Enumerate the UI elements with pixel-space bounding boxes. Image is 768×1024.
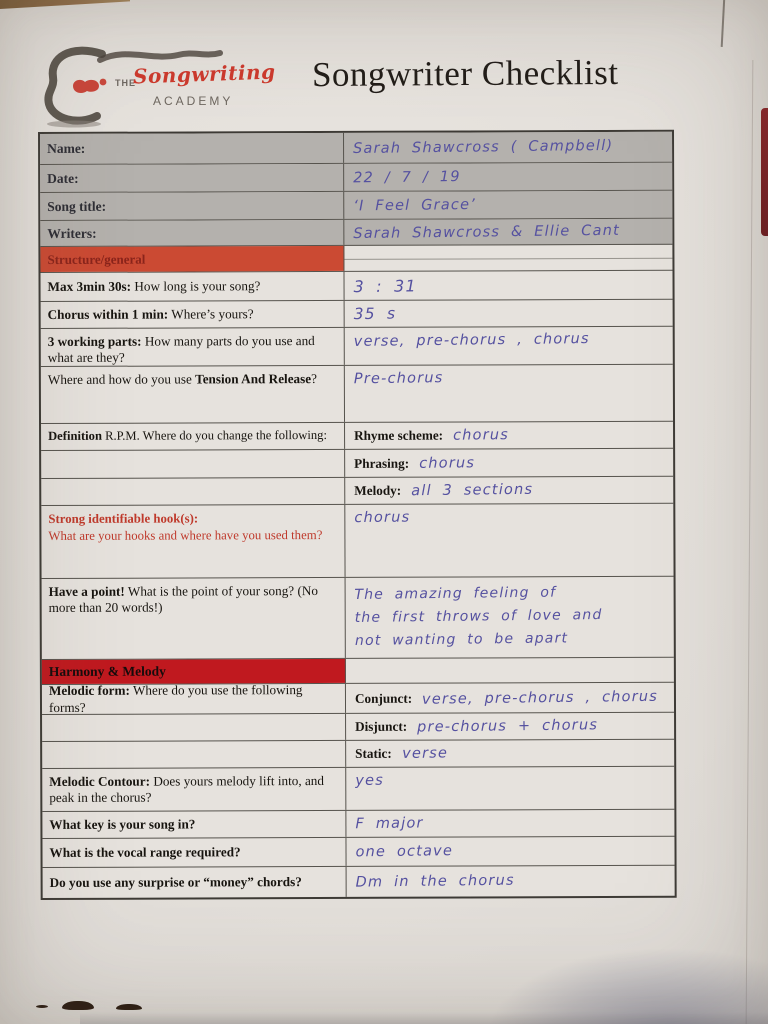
table-row-money-chords [43,866,675,898]
handwritten-point [354,581,603,653]
value-cell [345,422,673,449]
empty-cell [41,478,345,505]
handwritten-date: 22 / 7 / 19 [353,168,461,186]
question-bold: 3 working parts: [47,333,142,349]
point-line-2: the first throws of love and [354,607,603,627]
handwritten-disjunct: pre-chorus + chorus [417,717,599,736]
value-cell [346,810,674,837]
question-bold: Melodic Contour: [49,773,151,789]
label-cell [40,164,344,192]
value-cell [347,866,675,897]
logo-word-the: THE [115,78,136,88]
question-text: What is the vocal range required? [49,844,241,860]
question-rest: Where do you use the following forms? [48,682,303,715]
table-row-vocal-range [42,837,674,868]
question-text [48,306,254,323]
question-text [48,371,317,388]
question-text: Do you use any surprise or “money” chords? [49,874,302,890]
handwritten-chorus-time: 35 s [353,304,397,324]
question-bold: Melodic form: [48,683,130,699]
empty-cell [42,741,346,768]
label-cell [40,192,344,220]
handwritten-name: Sarah Shawcross ( Campbell) [352,137,614,158]
table-row-song-length [40,271,672,302]
question-bold: Definition [48,429,102,444]
question-cell [43,867,347,898]
handwritten-rhyme: chorus [452,427,510,444]
empty-cell [346,658,674,683]
question-cell [40,272,344,301]
handwritten-phrasing: chorus [419,454,476,472]
point-line-1: The amazing feeling of [354,584,557,603]
question-bold: Max 3min 30s: [47,278,132,294]
hooks-line2: What are your hooks and where have you used them? [48,527,323,543]
handwritten-song-title: ‘I Feel Grace’ [353,196,477,214]
table-row-working-parts [41,327,673,367]
hooks-line1: Strong identifiable hook(s): [48,511,199,526]
question-text [49,773,338,806]
handwritten-song-length: 3 : 31 [353,275,417,296]
table-row-conjunct [42,683,674,715]
academy-logo [40,44,280,132]
question-cell [42,768,346,811]
guitar-sketch-icon [40,44,280,132]
table-row-have-a-point [42,577,674,660]
question-cell [41,366,345,423]
value-cell [345,327,673,365]
paper-crease-line [721,0,726,47]
table-row-tension-release [41,365,673,424]
logo-word-academy: ACADEMY [153,94,234,108]
handwritten-static: verse [401,745,448,762]
question-cell [42,684,346,714]
question-cell [41,505,345,578]
question-cell [41,328,345,366]
section-header-structure [40,246,344,272]
value-cell [345,504,673,577]
table-row-rpm-phrasing [41,449,673,479]
value-cell [345,300,673,327]
table-row-chorus-within [41,300,673,329]
ink-smudge [62,1001,94,1010]
value-cell [344,245,672,271]
name-label: Name: [47,140,86,156]
hooks-question [48,510,322,544]
value-cell [345,365,673,422]
harmony-header-text: Harmony & Melody [48,663,166,679]
bottom-right-shadow [368,904,768,1024]
divider-line [344,257,672,259]
question-rest: How long is your song? [131,278,261,294]
question-text [49,682,338,715]
page-bottom-shadow [80,1012,768,1024]
value-cell [344,271,672,300]
song-title-label: Song title: [47,198,107,214]
melody-label: Melody: [354,482,402,498]
empty-cell [41,450,345,478]
handwritten-contour: yes [355,772,385,790]
question-cell [41,423,345,450]
disjunct-label: Disjunct: [355,718,408,734]
ink-smudge [116,1004,142,1010]
question-cell [42,578,346,659]
question-rest: How many parts do you use and what are they? [47,333,315,366]
table-row-melodic-contour [42,767,674,812]
table-row-static [42,740,674,769]
value-cell [344,219,672,245]
value-cell [344,191,672,219]
table-row-song-title [40,191,672,221]
rhyme-scheme-label: Rhyme scheme: [354,427,444,443]
empty-cell [42,714,346,741]
writers-label: Writers: [47,225,97,241]
handwritten-vocal-range: one octave [355,843,454,861]
checklist-table [38,130,677,900]
label-cell [40,133,344,164]
table-row-structure-header [40,245,672,273]
page-title: Songwriter Checklist [311,52,619,95]
point-line-3: not wanting to be apart [354,630,569,650]
phrasing-label: Phrasing: [354,455,410,471]
red-book-edge [761,108,768,236]
table-row-date [40,163,672,193]
label-cell [40,220,344,246]
structure-header-text: Structure/general [47,251,146,267]
value-cell [346,837,674,866]
question-cell [42,838,346,867]
table-row-name [40,132,672,165]
handwritten-melody: all 3 sections [411,481,534,500]
question-cell [42,811,346,838]
value-cell [345,449,673,477]
handwritten-key: F major [355,815,424,833]
table-row-rpm-melody [41,477,673,506]
value-cell [346,767,674,810]
logo-word-songwriting: Songwriting [132,59,276,89]
table-row-hooks [41,504,673,579]
ink-smudge [36,1005,48,1008]
static-label: Static: [355,745,392,761]
question-text [48,278,261,295]
handwritten-working-parts: verse, pre-chorus , chorus [353,331,590,350]
table-row-rpm-rhyme [41,422,673,451]
value-cell [345,477,673,504]
question-text [49,583,338,616]
handwritten-hooks: chorus [354,509,411,527]
conjunct-label: Conjunct: [354,690,413,706]
value-cell [346,577,674,658]
question-pre: Where and how do you use [47,371,196,387]
value-cell [346,740,674,767]
table-row-disjunct [42,713,674,742]
question-rest: R.P.M. Where do you change the following: [101,428,327,444]
value-cell [344,163,672,191]
paper-edge-line [746,60,754,1024]
handwritten-tension: Pre-chorus [353,370,444,388]
question-text [48,428,327,444]
question-rest: Where’s yours? [168,306,254,322]
section-header-harmony [42,659,346,684]
question-bold: Chorus within 1 min: [47,306,169,322]
question-text: What key is your song in? [49,816,196,832]
value-cell [344,132,672,163]
table-row-writers [40,219,672,247]
handwritten-writers: Sarah Shawcross & Ellie Cant [353,222,621,242]
question-text [48,333,337,366]
question-cell [41,301,345,328]
table-row-key [42,810,674,839]
question-bold: Tension And Release [195,371,312,387]
handwritten-conjunct: verse, pre-chorus , chorus [422,688,659,708]
value-cell [346,683,674,713]
value-cell [346,713,674,740]
date-label: Date: [47,170,79,186]
question-bold: Have a point! [48,583,125,599]
question-post: ? [311,371,318,387]
table-row-harmony-header [42,658,674,685]
table-surface-strip [0,0,130,9]
question-rest: What is the point of your song? (No more than 20 words!) [48,583,318,616]
question-rest: Does yours melody lift into, and peak in the chorus? [49,773,325,806]
handwritten-money-chords: Dm in the chorus [355,872,515,891]
